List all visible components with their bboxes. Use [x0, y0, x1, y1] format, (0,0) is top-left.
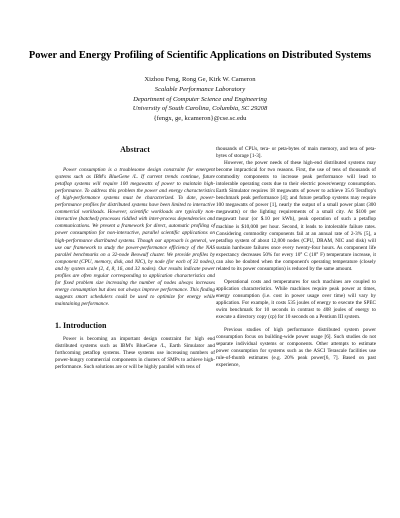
paper-title: Power and Energy Profiling of Scientific Applications on Distributed Systems: [28, 50, 372, 61]
author-univ: University of South Carolina, Columbia, SC 29208: [132, 105, 268, 113]
author-names: Xizhou Feng, Rong Ge, Kirk W. Cameron: [144, 76, 256, 83]
right-paragraph-1: However, the power needs of these high-end distributed systems may become impractical for two reasons. First, the use of tens of thousands of commodity components to increase peak performance will lead to intolerable operating costs due to their electric power/energy consumption. Earth Simulator requires 18 megawatts of power to achieve 35.6 Teraflop's benchmark peak performance [4]; and future petaflop systems may require 100 megawatts of power [1], nearly the output of a small power plant (300 megawatts) or the lighting requirements of a small city. At $100 per megawatt hour (or $.10 per kWh), peak operation of such a petaflop machine is $10,000 per hour. Second, it leads to intolerable failure rates. Considering commodity components fail at an annual rate of 2-3% [5], a petaflop system of about 12,000 nodes (CPU, DRAM, NIC and disk) will sustain hardware failures once every twenty-four hours. As component life expectancy decreases 50% for every 10° C (18° F) temperature increase, it can also be doubted when the component's operating temperature (closely related to its power consumption) is reduced by the same amount.: [216, 160, 376, 272]
right-paragraph-0: thousands of CPUs, tera- or peta-bytes of main memory, and tera of peta-bytes of storage [1-3].: [216, 146, 376, 160]
intro-paragraph-1: Power is becoming an important design constraint for high end distributed systems such as IBM's BlueGene /L, Earth Simulator and forthcoming petaflop systems. These systems use increasing numbers of power-hungry commercial components in clusters of SMPs to achieve high-performance. Such solutions are or will be highly parallel with tens of: [55, 336, 215, 371]
right-paragraph-3: Previous studies of high performance distributed system power consumption focus on building-wide power usage [6]. Such studies do not separate individual systems or components. Other attempts to estimate power consumption for systems such as the ASCI Terascale facilities use rule-of-thumb estimates (e.g. 20% peak power[6, 7]. Based on past experience,: [216, 327, 376, 369]
intro-heading: 1. Introduction: [55, 320, 107, 330]
abstract-heading: Abstract: [120, 145, 150, 154]
author-dept: Department of Computer Science and Engineering: [133, 95, 267, 103]
right-column: [216, 146, 376, 369]
author-email: {fengx, ge, kcameron}@cse.sc.edu: [153, 115, 247, 123]
author-lab: Scalable Performance Laboratory: [154, 85, 246, 93]
left-column: [55, 146, 215, 371]
abstract-text: Power consumption is a troublesome design constraint for emergent systems such as IBM's BlueGene /L. If current trends continue, future petaflop systems will require 100 megawatts of power to maintain high-performance. To address this problem the power and energy characteristics of high-performance systems must be characterized. To date, power-performance profiles for distributed systems have been limited to interactive commercial workloads. However, scientific workloads are typically non-interactive (batched) processes riddled with inter-process dependencies and communications. We present a framework for direct, automatic profiling of power consumption for non-interactive, parallel scientific applications on high-performance distributed systems. Though our approach is general, we use our framework to study the power-performance efficiency of the NAS parallel benchmarks on a 32-node Beowulf cluster. We provide profiles by component (CPU, memory, disk, and NIC), by node (for each of 32 nodes), and by system scale (2, 4, 8, 16, and 32 nodes). Our results indicate power profiles are often regular corresponding to application characteristics and for fixed problem size increasing the number of nodes always increases energy consumption but does not always improve performance. This finding suggests smart schedulers could be used to optimize for energy while maintaining performance.: [55, 167, 215, 307]
right-paragraph-2: Operational costs and temperatures for such machines are coupled to application characteristics. While machines require peak power at times, energy consumption (i.e. cost in power usage over time) will vary by application. For example, it costs 535 joules of energy to execute the SPEC swim benchmark for 10 seconds in contrast to 408 joules of energy to execute a directory copy (cp) for 10 seconds on a Pentium III system.: [216, 278, 376, 321]
author-block: [0, 75, 400, 124]
